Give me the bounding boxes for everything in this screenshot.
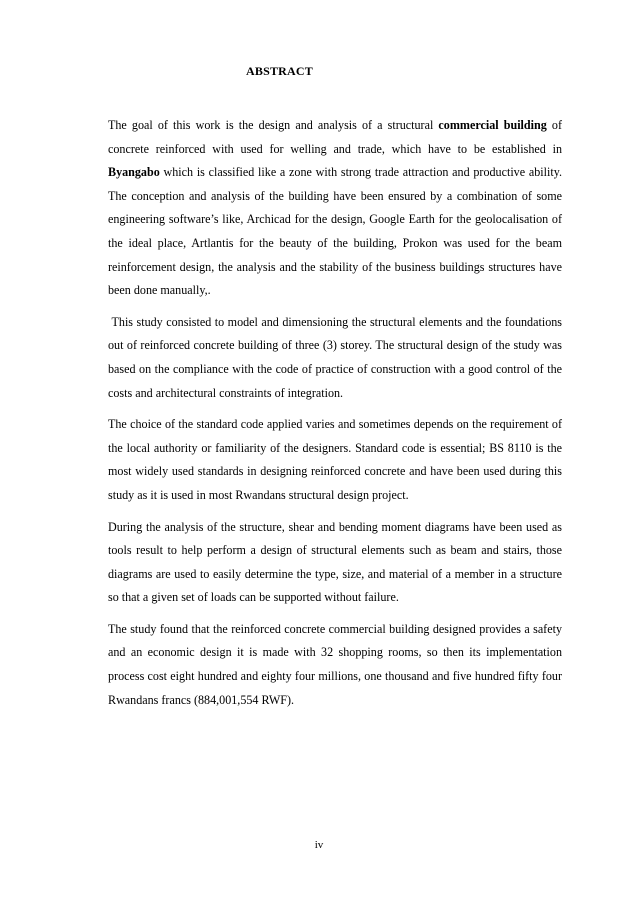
paragraph-5-text: The study found that the reinforced concrete commercial building designed provides a safety and an economic design it is made with 32 shopping rooms, so then its implementation process cost eight hundred and eighty four millions, one thousand and five hundred fifty four Rwandans francs (884,001,554 RWF). bbox=[108, 621, 562, 707]
paragraph-1-text-1: The goal of this work is the design and analysis of a structural bbox=[108, 118, 439, 132]
abstract-body bbox=[108, 114, 566, 720]
paragraph-1-bold-commercial-building: commercial building bbox=[438, 118, 547, 132]
paragraph-1-text-2: of concrete reinforced with used for welling and trade, which have to be established in bbox=[108, 118, 562, 156]
paragraph-1-bold-byangabo: Byangabo bbox=[108, 165, 160, 180]
abstract-title: ABSTRACT bbox=[246, 64, 313, 78]
abstract-paragraph-4 bbox=[108, 516, 562, 610]
abstract-paragraph-1 bbox=[108, 114, 562, 303]
abstract-paragraph-2 bbox=[108, 311, 566, 405]
paragraph-3-text: The choice of the standard code applied varies and sometimes depends on the requirement of the local authority or familiarity of the designers. Standard code is essential; BS 8110 is the most widely used standards in designing reinforced concrete and have been used during this study as it is used in most Rwandans structural design project. bbox=[108, 417, 562, 502]
paragraph-1-text-3: which is classified like a zone with strong trade attraction and productive ability. The conception and analysis of the building have been ensured by a combination of some engineering software’s like, Archicad for the design, Google Earth for the geolocalisation of the ideal place, Artlantis for the beauty of the building, Prokon was used for the beam reinforcement design, the analysis and the stability of the business buildings structures have been done manually,. bbox=[108, 165, 562, 298]
page-number: iv bbox=[314, 839, 324, 851]
paragraph-4-text: During the analysis of the structure, shear and bending moment diagrams have been used as tools result to help perform a design of structural elements such as beam and stairs, those diagrams are used to easily determine the type, size, and material of a member in a structure so that a given set of loads can be supported without failure. bbox=[108, 519, 562, 605]
paragraph-2-text: This study consisted to model and dimensioning the structural elements and the foundations out of reinforced concrete building of three (3) storey. The structural design of the study was based on the compliance with the code of practice of construction with a good control of the costs and architectural constraints of integration. bbox=[108, 314, 566, 400]
abstract-paragraph-5 bbox=[108, 618, 562, 712]
abstract-paragraph-3 bbox=[108, 413, 562, 507]
